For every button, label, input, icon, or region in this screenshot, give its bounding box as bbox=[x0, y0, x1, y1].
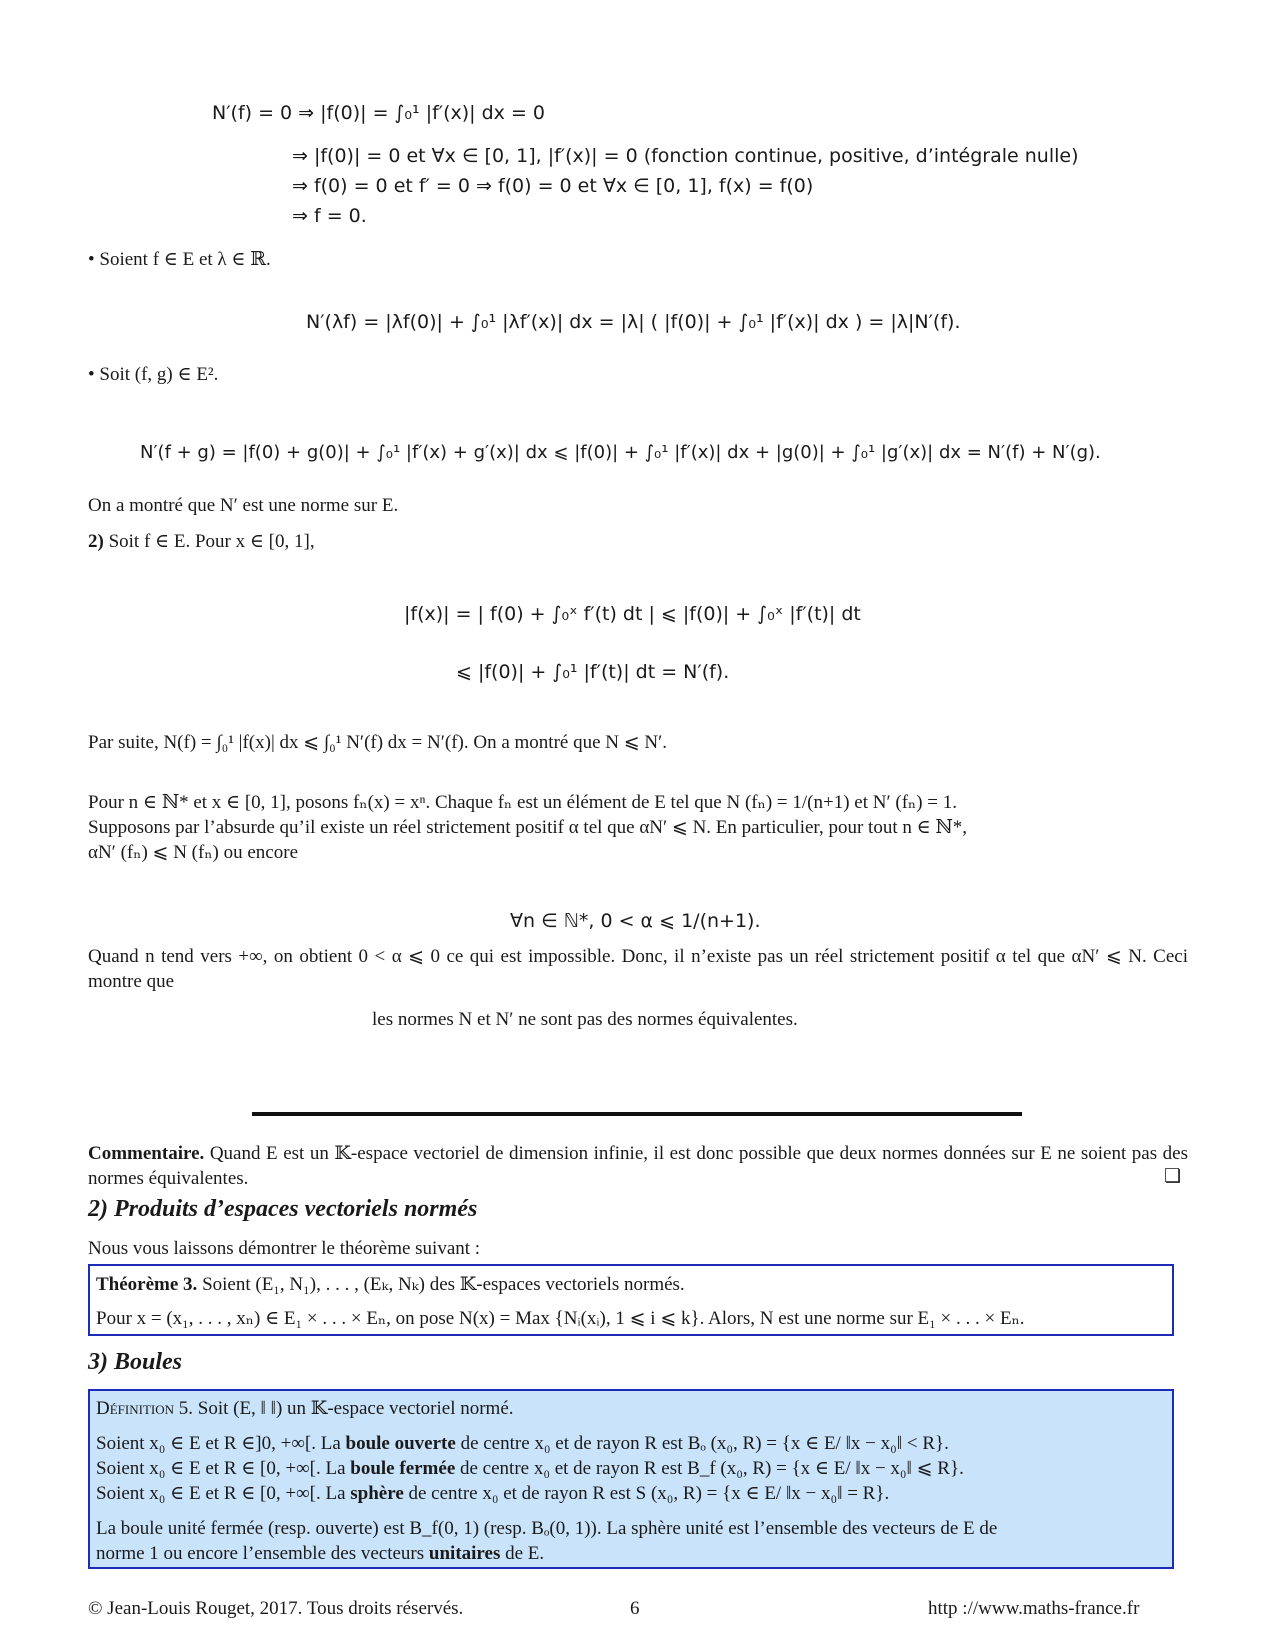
proof-line-3: ⇒ f(0) = 0 et f′ = 0 ⇒ f(0) = 0 et ∀x ∈ [0, 1], f(x) = f(0) bbox=[292, 175, 814, 197]
comment-label: Commentaire. bbox=[88, 1143, 205, 1164]
formula-homogeneity: N′(λf) = |λf(0)| + ∫₀¹ |λf′(x)| dx = |λ| ( |f(0)| + ∫₀¹ |f′(x)| dx ) = |λ|N′(f). bbox=[306, 311, 961, 333]
theorem-line-1 bbox=[90, 1272, 1172, 1297]
theorem-statement-1: Soient (E₁, N₁), . . . , (Eₖ, Nₖ) des 𝕂-espaces vectoriels normés. bbox=[202, 1274, 685, 1295]
definition-label: Définition 5. bbox=[96, 1398, 193, 1419]
unit-ball-line-1: La boule unité fermée (resp. ouverte) est B_f(0, 1) (resp. Bₒ(0, 1)). La sphère unité est l’ensemble des vecteurs de E de bbox=[96, 1518, 998, 1539]
part2-intro-line bbox=[88, 530, 315, 554]
counterexample-line-3: αN′ (fₙ) ⩽ N (fₙ) ou encore bbox=[88, 842, 299, 863]
sphere-post: de centre x₀ et de rayon R est S (x₀, R) = {x ∈ E/ ‖x − x₀‖ = R}. bbox=[403, 1483, 890, 1504]
closed-ball-pre: Soient x₀ ∈ E et R ∈ [0, +∞[. La bbox=[96, 1458, 351, 1479]
formula-triangle: N′(f + g) = |f(0) + g(0)| + ∫₀¹ |f′(x) + g′(x)| dx ⩽ |f(0)| + ∫₀¹ |f′(x)| dx + |g(0)| + ∫₀¹ |g′(x)| dx = N′(f) + N′(g). bbox=[140, 442, 1101, 463]
footer-url[interactable]: http ://www.maths-france.fr bbox=[928, 1598, 1140, 1619]
inequality-1: |f(x)| = | f(0) + ∫₀ˣ f′(t) dt | ⩽ |f(0)| + ∫₀ˣ |f′(t)| dt bbox=[404, 603, 861, 625]
proof-line-4: ⇒ f = 0. bbox=[292, 205, 367, 227]
bullet-triangle: • Soit (f, g) ∈ E². bbox=[88, 364, 219, 385]
unit-term: unitaires bbox=[428, 1543, 501, 1564]
footer-copyright: © Jean-Louis Rouget, 2017. Tous droits réservés. bbox=[88, 1598, 464, 1619]
definition-box bbox=[88, 1389, 1174, 1569]
counterexample-paragraph bbox=[88, 790, 1188, 865]
contradiction-paragraph: Quand n tend vers +∞, on obtient 0 < α ⩽ 0 ce qui est impossible. Donc, il n’existe pas un réel strictement positif α tel que αN′ ⩽ N. Ceci montre que bbox=[88, 946, 1188, 992]
proof-line-2: ⇒ |f(0)| = 0 et ∀x ∈ [0, 1], |f′(x)| = 0 (fonction continue, positive, d’intégrale nulle) bbox=[292, 145, 1079, 167]
part2-label: 2) bbox=[88, 531, 104, 552]
section-divider bbox=[252, 1112, 1022, 1116]
open-ball-line bbox=[90, 1431, 1172, 1456]
part2-intro: Soit f ∈ E. Pour x ∈ [0, 1], bbox=[108, 531, 315, 552]
comment-paragraph bbox=[88, 1141, 1188, 1191]
theorem-box bbox=[88, 1264, 1174, 1336]
theorem-label: Théorème 3. bbox=[96, 1274, 198, 1295]
section-2-intro: Nous vous laissons démontrer le théorème suivant : bbox=[88, 1238, 481, 1259]
sphere-term: sphère bbox=[350, 1483, 404, 1504]
section-3-title: 3) Boules bbox=[88, 1349, 183, 1375]
counterexample-line-1: Pour n ∈ ℕ* et x ∈ [0, 1], posons fₙ(x) = xⁿ. Chaque fₙ est un élément de E tel que N (fₙ) = 1/(n+1) et N′ (fₙ) = 1. bbox=[88, 792, 958, 813]
unit-pre: norme 1 ou encore l’ensemble des vecteurs bbox=[96, 1543, 429, 1564]
sphere-pre: Soient x₀ ∈ E et R ∈ [0, +∞[. La bbox=[96, 1483, 351, 1504]
counterexample-line-2: Supposons par l’absurde qu’il existe un réel strictement positif α tel que αN′ ⩽ N. En particulier, pour tout n ∈ ℕ*, bbox=[88, 817, 968, 838]
closed-ball-line bbox=[90, 1456, 1172, 1481]
sphere-line bbox=[90, 1481, 1172, 1506]
conclusion-norm: On a montré que N′ est une norme sur E. bbox=[88, 495, 399, 516]
unit-post: de E. bbox=[500, 1543, 545, 1564]
open-ball-pre: Soient x₀ ∈ E et R ∈]0, +∞[. La bbox=[96, 1433, 346, 1454]
theorem-line-2: Pour x = (x₁, . . . , xₙ) ∈ E₁ × . . . × Eₙ, on pose N(x) = Max {Nᵢ(xᵢ), 1 ⩽ i ⩽ k}. Alors, N est une norme sur E₁ × . . . × Eₙ. bbox=[96, 1308, 1025, 1329]
inequality-2: ⩽ |f(0)| + ∫₀¹ |f′(t)| dt = N′(f). bbox=[456, 661, 730, 683]
unit-ball-line-2 bbox=[90, 1541, 1172, 1566]
end-of-proof-mark: ❏ bbox=[1164, 1166, 1182, 1187]
alpha-bound-formula: ∀n ∈ ℕ*, 0 < α ⩽ 1/(n+1). bbox=[510, 910, 761, 932]
open-ball-term: boule ouverte bbox=[345, 1433, 456, 1454]
definition-intro: Soit (E, ‖ ‖) un 𝕂-espace vectoriel normé. bbox=[197, 1398, 514, 1419]
par-suite: Par suite, N(f) = ∫₀¹ |f(x)| dx ⩽ ∫₀¹ N′(f) dx = N′(f). On a montré que N ⩽ N′. bbox=[88, 732, 668, 753]
closed-ball-post: de centre x₀ et de rayon R est B_f (x₀, R) = {x ∈ E/ ‖x − x₀‖ ⩽ R}. bbox=[455, 1458, 964, 1479]
closed-ball-term: boule fermée bbox=[350, 1458, 456, 1479]
footer-page-number: 6 bbox=[630, 1598, 640, 1619]
section-2-title: 2) Produits d’espaces vectoriels normés bbox=[88, 1196, 478, 1222]
bullet-homogeneity: • Soient f ∈ E et λ ∈ ℝ. bbox=[88, 249, 271, 270]
open-ball-post: de centre x₀ et de rayon R est Bₒ (x₀, R) = {x ∈ E/ ‖x − x₀‖ < R}. bbox=[455, 1433, 949, 1454]
definition-intro-line bbox=[90, 1396, 1172, 1421]
comment-text: Quand E est un 𝕂-espace vectoriel de dimension infinie, il est donc possible que deux normes données sur E ne soient pas des normes équivalentes. bbox=[88, 1143, 1188, 1189]
final-conclusion: les normes N et N′ ne sont pas des normes équivalentes. bbox=[372, 1009, 798, 1030]
proof-line-1: N′(f) = 0 ⇒ |f(0)| = ∫₀¹ |f′(x)| dx = 0 bbox=[212, 102, 546, 124]
